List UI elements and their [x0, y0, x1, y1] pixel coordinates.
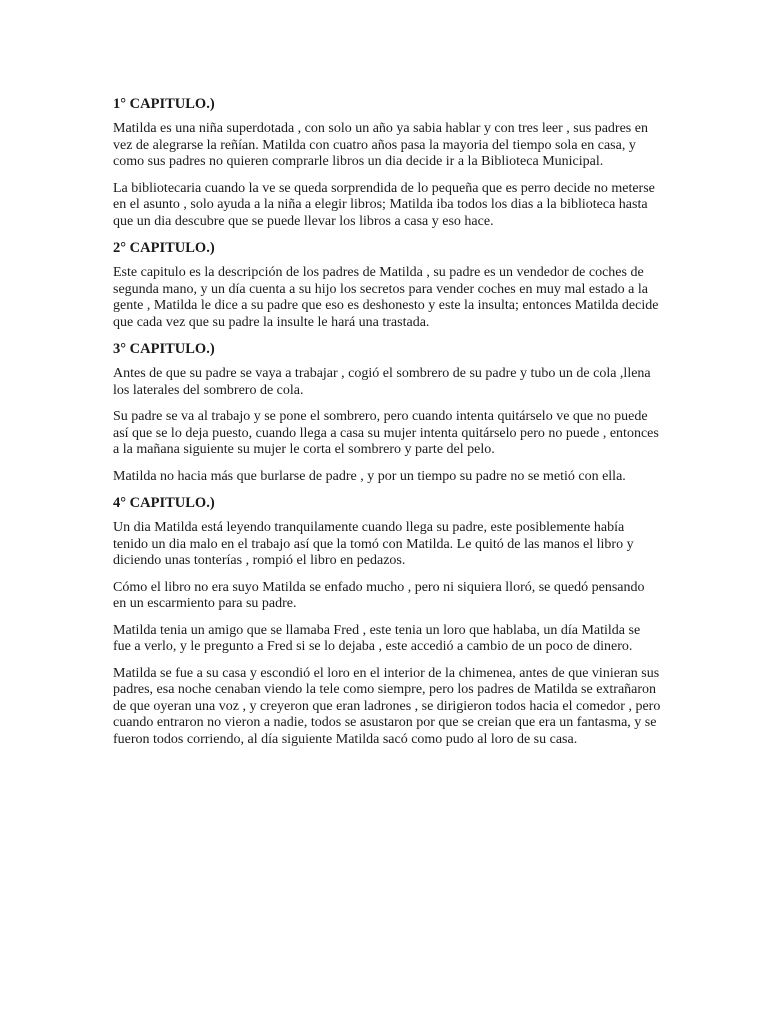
document-page — [113, 96, 661, 758]
paragraph: Matilda se fue a su casa y escondió el loro en el interior de la chimenea, antes de que vinieran sus padres, esa noche cenaban viendo la tele como siempre, pero los padres de Matilda se extrañaron de que oyeran una voz , y creyeron que eran ladrones , se dirigieron todos hacia el comedor , pero cuando entraron no vieron a nadie, todos se asustaron por que se creian que era un fantasma, y se fueron todos corriendo, al día siguiente Matilda sacó como pudo al loro de su casa. — [113, 665, 661, 747]
paragraph: Un dia Matilda está leyendo tranquilamente cuando llega su padre, este posiblemente había tenido un dia malo en el trabajo así que la tomó con Matilda. Le quitó de las manos el libro y diciendo unas tonterías , rompió el libro en pedazos. — [113, 520, 634, 568]
paragraph: Matilda tenia un amigo que se llamaba Fred , este tenia un loro que hablaba, un día Matilda se fue a verlo, y le pregunto a Fred si se lo dejaba , este accedió a cambio de un poco de dinero. — [113, 622, 641, 654]
paragraph: La bibliotecaria cuando la ve se queda sorprendida de lo pequeña que es perro decide no meterse en el asunto , solo ayuda a la niña a elegir libros; Matilda iba todos los dias a la biblioteca hasta que un dia descubre que se puede llevar los libros a casa y eso hace. — [113, 180, 655, 229]
chapter-4 — [113, 495, 661, 748]
chapter-heading: 4° CAPITULO.) — [113, 495, 215, 511]
paragraph: Este capitulo es la descripción de los padres de Matilda , su padre es un vendedor de coches de segunda mano, y un día cuenta a su hijo los secretos para vender coches en muy mal estado a la gente , Matilda le dice a su padre que eso es deshonesto y este la insulta; entonces Matilda decide que cada vez que su padre la insulte le hará una trastada. — [113, 265, 659, 330]
paragraph: Antes de que su padre se vaya a trabajar , cogió el sombrero de su padre y tubo un de cola ,llena los laterales del sombrero de cola. — [113, 366, 651, 398]
chapter-3 — [113, 341, 661, 485]
chapter-1 — [113, 96, 661, 230]
paragraph: Matilda no hacia más que burlarse de padre , y por un tiempo su padre no se metió con ella. — [113, 468, 626, 484]
chapter-heading: 1° CAPITULO.) — [113, 96, 215, 112]
paragraph: Matilda es una niña superdotada , con solo un año ya sabia hablar y con tres leer , sus padres en vez de alegrarse la reñían. Matilda con cuatro años pasa la mayoria del tiempo sola en casa, y como sus padres no quieren comprarle libros un dia decide ir a la Biblioteca Municipal. — [113, 121, 648, 169]
chapter-heading: 3° CAPITULO.) — [113, 341, 215, 357]
chapter-heading: 2° CAPITULO.) — [113, 240, 215, 256]
paragraph: Su padre se va al trabajo y se pone el sombrero, pero cuando intenta quitárselo ve que no puede así que se lo deja puesto, cuando llega a casa su mujer intenta quitárselo pero no puede , entonces a la mañana siguiente su mujer le corta el sombrero y parte del pelo. — [113, 409, 659, 457]
paragraph: Cómo el libro no era suyo Matilda se enfado mucho , pero ni siquiera lloró, se quedó pensando en un escarmiento para su padre. — [113, 579, 645, 611]
chapter-2 — [113, 240, 661, 331]
